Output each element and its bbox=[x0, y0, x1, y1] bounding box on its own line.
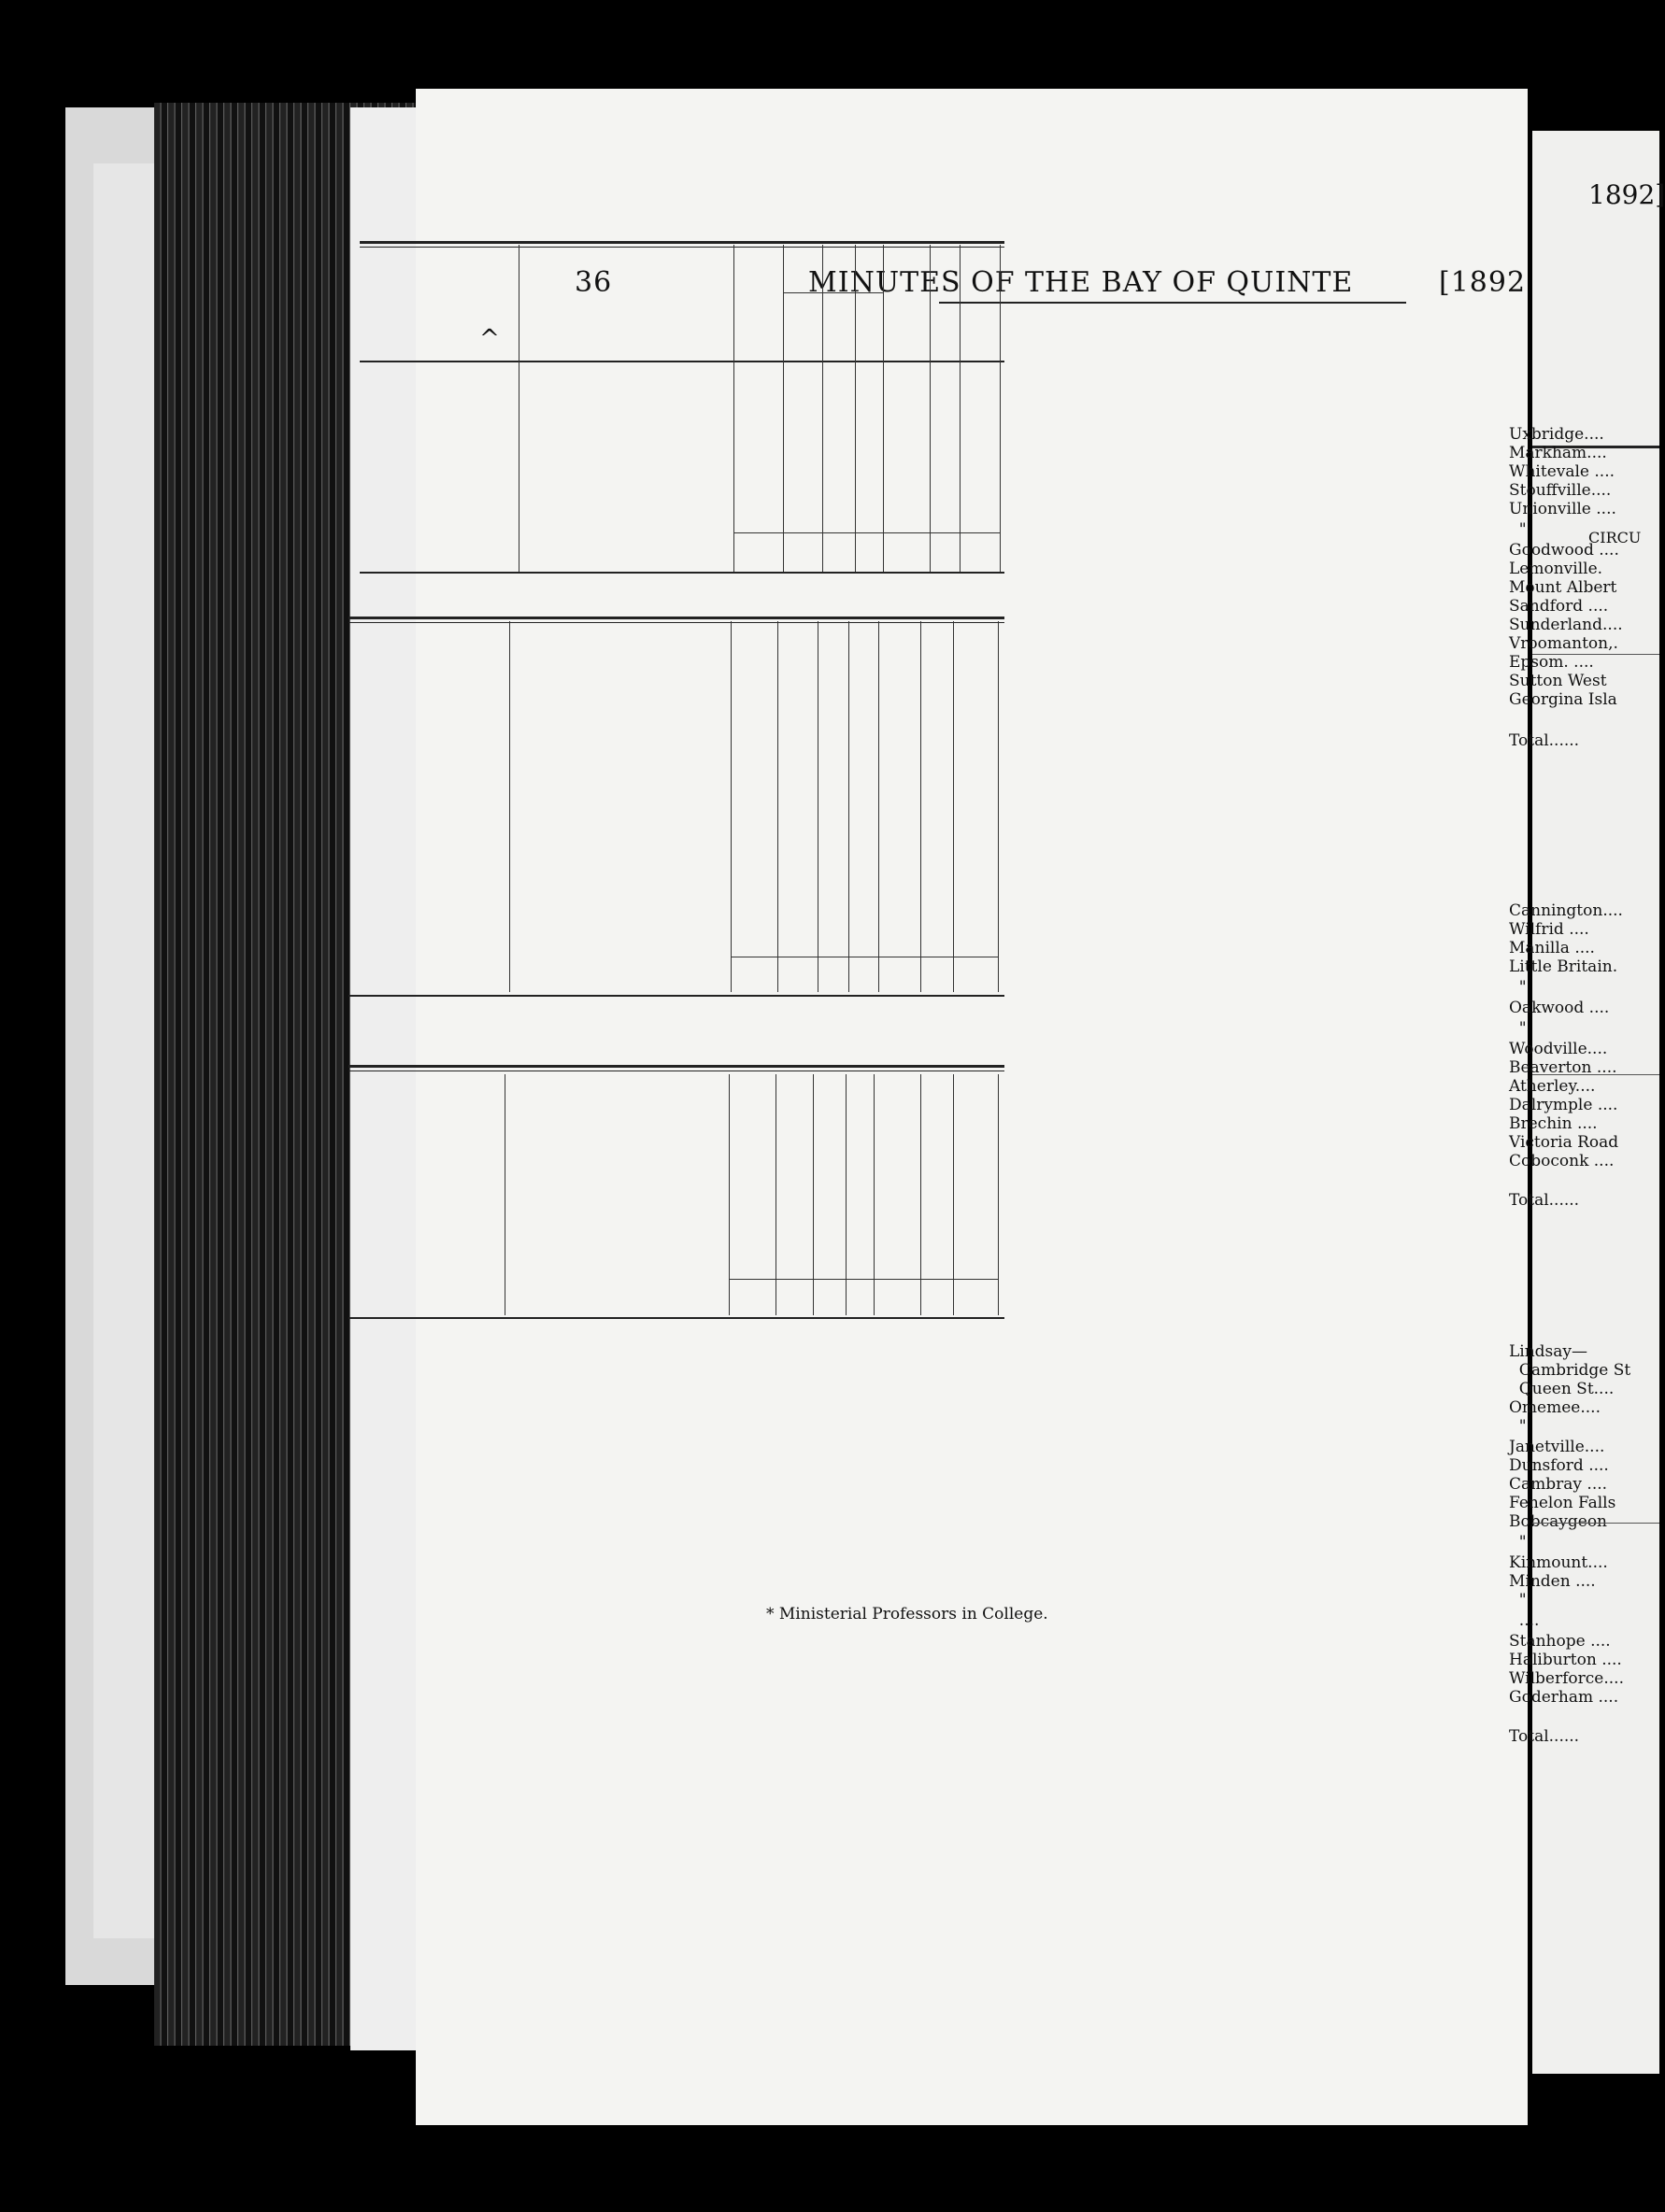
column-divider bbox=[509, 621, 510, 992]
table-bottom-rule bbox=[360, 572, 1004, 574]
header-caret-icon: ^ bbox=[479, 325, 500, 353]
right-page-circuit: Queen St.... bbox=[1509, 1380, 1615, 1398]
right-page-circuit: Sandford .... bbox=[1509, 597, 1609, 616]
right-page-circuit: Unionville .... bbox=[1509, 500, 1616, 518]
right-page-circuit: " bbox=[1509, 520, 1527, 539]
mission-fund-rule bbox=[783, 292, 883, 293]
page-title: MINUTES OF THE BAY OF QUINTE bbox=[808, 266, 1354, 299]
right-page-circuit: Lemonville. bbox=[1509, 560, 1603, 578]
column-divider bbox=[822, 245, 823, 572]
right-page-year: 1892] bbox=[1588, 179, 1665, 210]
right-page-circuit: Sunderland.... bbox=[1509, 616, 1623, 634]
right-page-circuit: Manilla .... bbox=[1509, 939, 1595, 957]
column-divider bbox=[998, 1074, 999, 1315]
right-page-circuit: Kinmount.... bbox=[1509, 1553, 1608, 1572]
right-page-circuit: .... bbox=[1509, 1611, 1540, 1630]
column-divider bbox=[733, 245, 734, 572]
right-page-circuit: Cambray .... bbox=[1509, 1475, 1608, 1494]
right-page-circuit: " bbox=[1509, 978, 1527, 997]
right-page-edge bbox=[1509, 131, 1665, 2074]
table-top-rule bbox=[360, 241, 1004, 248]
right-page-circuit: Total...... bbox=[1509, 1727, 1580, 1746]
total-rule bbox=[729, 1279, 998, 1280]
right-page-rule bbox=[1532, 654, 1659, 655]
right-page-circuit: Epsom. .... bbox=[1509, 653, 1594, 672]
right-page-circuit: Markham.... bbox=[1509, 444, 1607, 462]
column-divider bbox=[960, 245, 961, 572]
right-circuits-header: CIRCU bbox=[1588, 529, 1642, 546]
header-rule bbox=[939, 302, 1406, 304]
right-page-circuit: Fenelon Falls bbox=[1509, 1494, 1616, 1512]
table-top-rule bbox=[349, 1065, 1004, 1071]
right-page-circuit: Haliburton .... bbox=[1509, 1651, 1622, 1669]
column-divider bbox=[777, 621, 778, 992]
right-page-circuit: Lindsay— bbox=[1509, 1342, 1588, 1361]
footnote: * Ministerial Professors in College. bbox=[766, 1605, 1048, 1624]
right-page-circuit: Whitevale .... bbox=[1509, 462, 1615, 481]
column-divider bbox=[1000, 245, 1001, 572]
right-page-circuit: Dunsford .... bbox=[1509, 1456, 1609, 1475]
right-page-circuit: " bbox=[1509, 1019, 1527, 1038]
right-page-circuit: Bobcaygeon bbox=[1509, 1512, 1607, 1531]
right-page-circuit: Beaverton .... bbox=[1509, 1058, 1617, 1077]
column-divider bbox=[855, 245, 856, 572]
column-divider bbox=[878, 621, 879, 992]
column-divider bbox=[848, 621, 849, 992]
right-page-circuit: Total...... bbox=[1509, 731, 1580, 750]
right-page-circuit: Georgina Isla bbox=[1509, 690, 1617, 709]
right-page-circuit: Victoria Road bbox=[1509, 1133, 1619, 1152]
total-rule bbox=[733, 532, 1000, 533]
right-page-circuit: Cannington.... bbox=[1509, 901, 1623, 920]
right-page-circuit: Wilfrid .... bbox=[1509, 920, 1589, 939]
header-year: [1892 bbox=[1439, 266, 1527, 299]
column-divider bbox=[920, 621, 921, 992]
column-divider bbox=[883, 245, 884, 572]
column-divider bbox=[998, 621, 999, 992]
column-divider bbox=[731, 621, 732, 992]
page-number: 36 bbox=[575, 266, 613, 299]
right-page-circuit: " bbox=[1509, 1591, 1527, 1609]
table-bottom-rule bbox=[349, 1317, 1004, 1319]
right-page-circuit: Janetville.... bbox=[1509, 1438, 1605, 1456]
table-bottom-rule bbox=[349, 995, 1004, 997]
right-page-circuit: Atherley.... bbox=[1509, 1077, 1596, 1096]
right-page-circuit: Woodville.... bbox=[1509, 1040, 1608, 1058]
right-page-circuit: Stouffville.... bbox=[1509, 481, 1612, 500]
column-divider bbox=[783, 245, 784, 572]
right-page-rule bbox=[1532, 1074, 1659, 1075]
right-page-circuit: " bbox=[1509, 1533, 1527, 1552]
right-page-rule bbox=[1532, 1523, 1659, 1524]
document-page bbox=[416, 89, 1528, 2125]
right-page-circuit: Vroomanton,. bbox=[1509, 634, 1618, 653]
right-page-circuit: Minden .... bbox=[1509, 1572, 1596, 1591]
column-divider bbox=[953, 621, 954, 992]
right-page-circuit: Brechin .... bbox=[1509, 1114, 1598, 1133]
right-page-circuit: Cambridge St bbox=[1509, 1361, 1631, 1380]
header-bottom-rule bbox=[360, 361, 1004, 362]
column-divider bbox=[930, 245, 931, 572]
right-page-circuit: Wilberforce.... bbox=[1509, 1669, 1624, 1688]
right-page-circuit: Oakwood .... bbox=[1509, 999, 1610, 1017]
right-page-circuit: Uxbridge.... bbox=[1509, 425, 1604, 444]
right-page-circuit: Mount Albert bbox=[1509, 578, 1617, 597]
right-page-circuit: Stanhope .... bbox=[1509, 1632, 1611, 1651]
right-page-circuit: Omemee.... bbox=[1509, 1398, 1601, 1417]
right-page-circuit: Goodwood .... bbox=[1509, 541, 1619, 560]
right-page-circuit: Goderham .... bbox=[1509, 1688, 1619, 1707]
table-top-rule bbox=[349, 617, 1004, 623]
right-page-circuit: Sutton West bbox=[1509, 672, 1607, 690]
right-page-circuit: " bbox=[1509, 1417, 1527, 1436]
right-page-circuit: Little Britain. bbox=[1509, 957, 1618, 976]
right-page-circuit: Dalrymple .... bbox=[1509, 1096, 1618, 1114]
page-gutter bbox=[350, 107, 416, 2050]
right-page-circuit: Total...... bbox=[1509, 1191, 1580, 1210]
right-page-circuit: Coboconk .... bbox=[1509, 1152, 1615, 1170]
